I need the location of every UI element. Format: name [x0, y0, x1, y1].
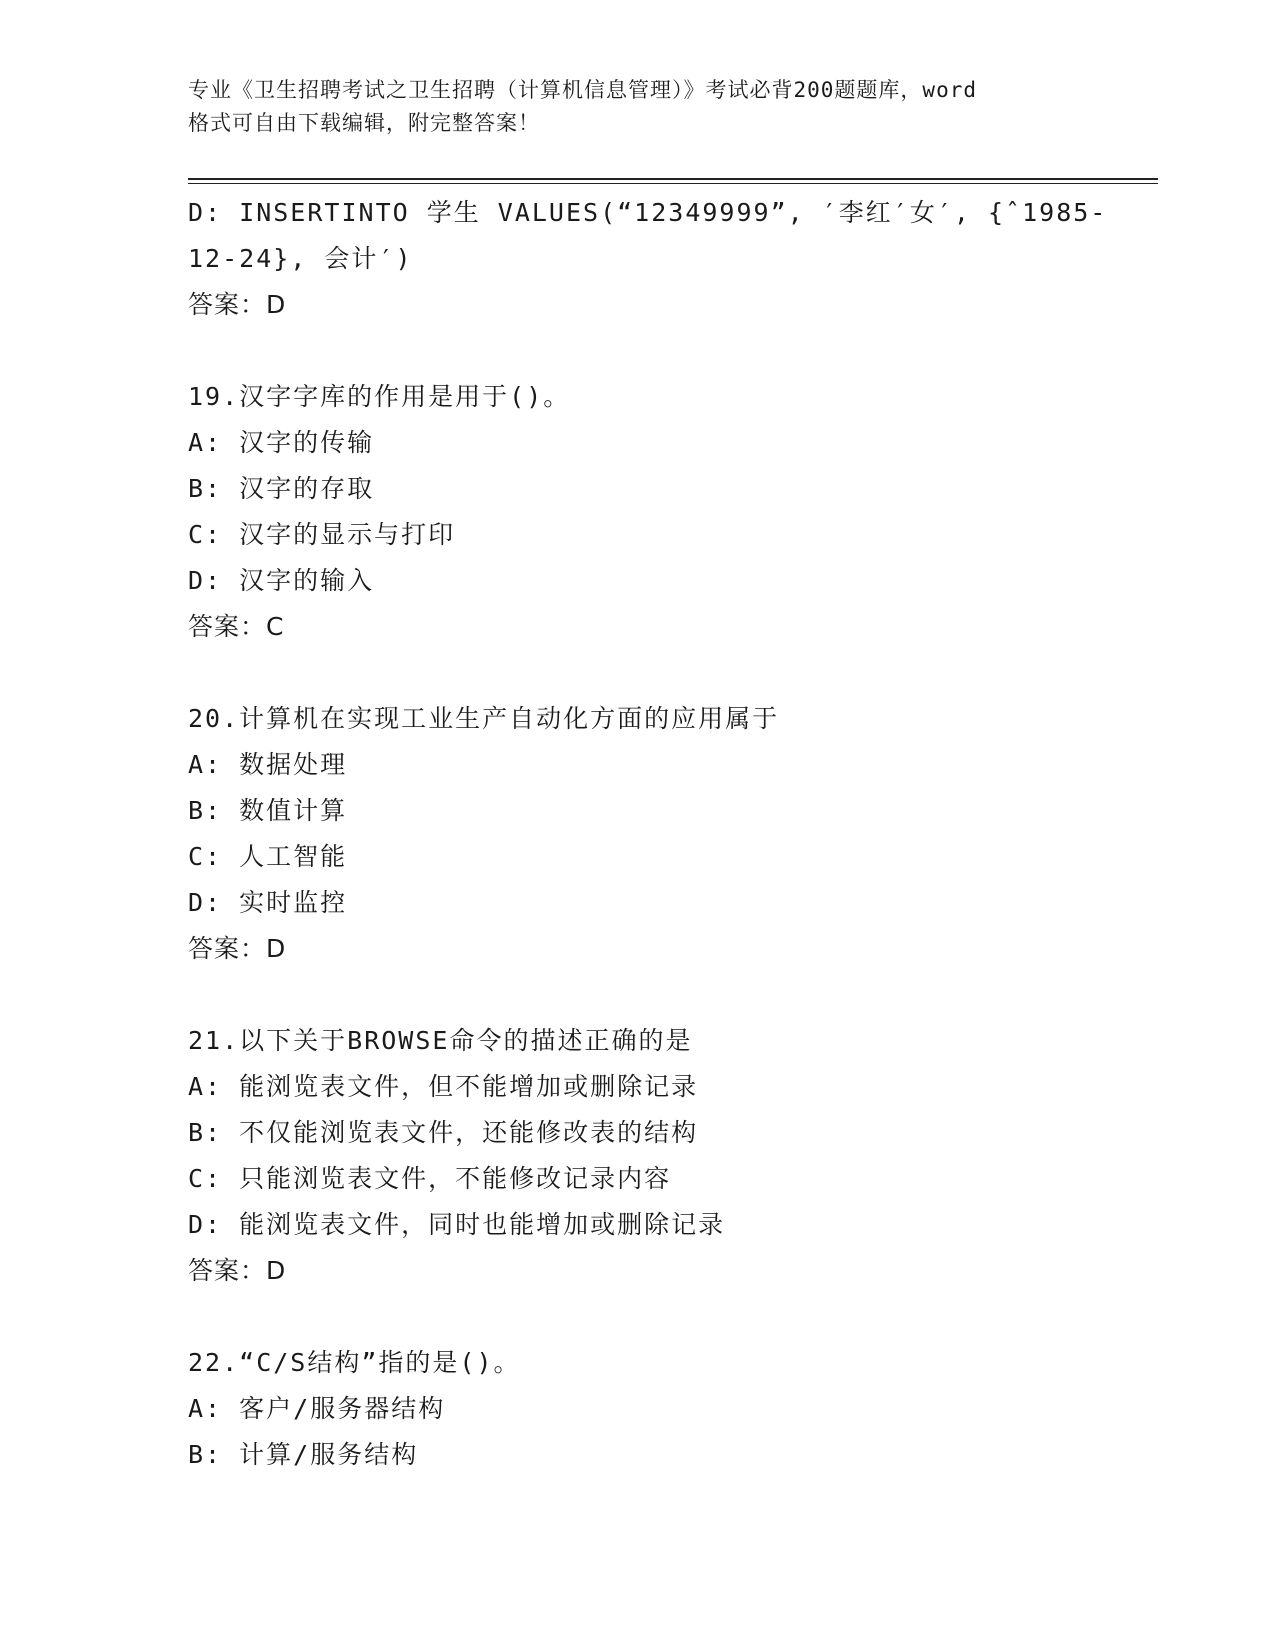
- option-b: B: 计算/服务结构: [188, 1440, 419, 1469]
- question-21: [188, 1018, 1088, 1294]
- question-22: [188, 1340, 1088, 1478]
- header-divider: [188, 178, 1158, 184]
- spacer: [188, 972, 1088, 1018]
- option-d: D: 实时监控: [188, 888, 348, 917]
- answer-label: 答案：D: [188, 934, 287, 963]
- option-c: C: 汉字的显示与打印: [188, 520, 456, 549]
- header-title-line-1: 专业《卫生招聘考试之卫生招聘（计算机信息管理）》考试必背200题题库，word: [188, 78, 977, 102]
- question-stem: 22.“C/S结构”指的是()。: [188, 1348, 521, 1377]
- option-d-line-1: D: INSERTINTO 学生 VALUES(“12349999”, ′李红′女′, {ˆ1985-: [188, 198, 1108, 227]
- option-c: C: 只能浏览表文件，不能修改记录内容: [188, 1164, 672, 1193]
- question-stem: 21.以下关于BROWSE命令的描述正确的是: [188, 1026, 693, 1055]
- option-a: A: 客户/服务器结构: [188, 1394, 446, 1423]
- question-content: [188, 190, 1108, 1478]
- option-b: B: 数值计算: [188, 796, 348, 825]
- answer-label: 答案：C: [188, 612, 285, 641]
- document-header: [188, 74, 1088, 140]
- option-d-line-2: 12-24}, 会计′): [188, 244, 413, 273]
- option-c: C: 人工智能: [188, 842, 348, 871]
- question-stem: 20.计算机在实现工业生产自动化方面的应用属于: [188, 704, 780, 733]
- spacer: [188, 328, 1088, 374]
- question-stem: 19.汉字字库的作用是用于()。: [188, 382, 571, 411]
- spacer: [188, 650, 1088, 696]
- option-d: D: 汉字的输入: [188, 566, 375, 595]
- question-19: [188, 374, 1088, 650]
- option-a: A: 能浏览表文件，但不能增加或删除记录: [188, 1072, 699, 1101]
- answer-label: 答案：D: [188, 1256, 287, 1285]
- question-20: [188, 696, 1088, 972]
- option-d: D: 能浏览表文件，同时也能增加或删除记录: [188, 1210, 726, 1239]
- header-title-line-2: 格式可自由下载编辑，附完整答案！: [188, 111, 540, 135]
- answer-label: 答案：D: [188, 290, 287, 319]
- partial-question: [188, 190, 1108, 328]
- option-b: B: 不仅能浏览表文件，还能修改表的结构: [188, 1118, 699, 1147]
- option-a: A: 数据处理: [188, 750, 348, 779]
- spacer: [188, 1294, 1088, 1340]
- option-a: A: 汉字的传输: [188, 428, 375, 457]
- option-b: B: 汉字的存取: [188, 474, 375, 503]
